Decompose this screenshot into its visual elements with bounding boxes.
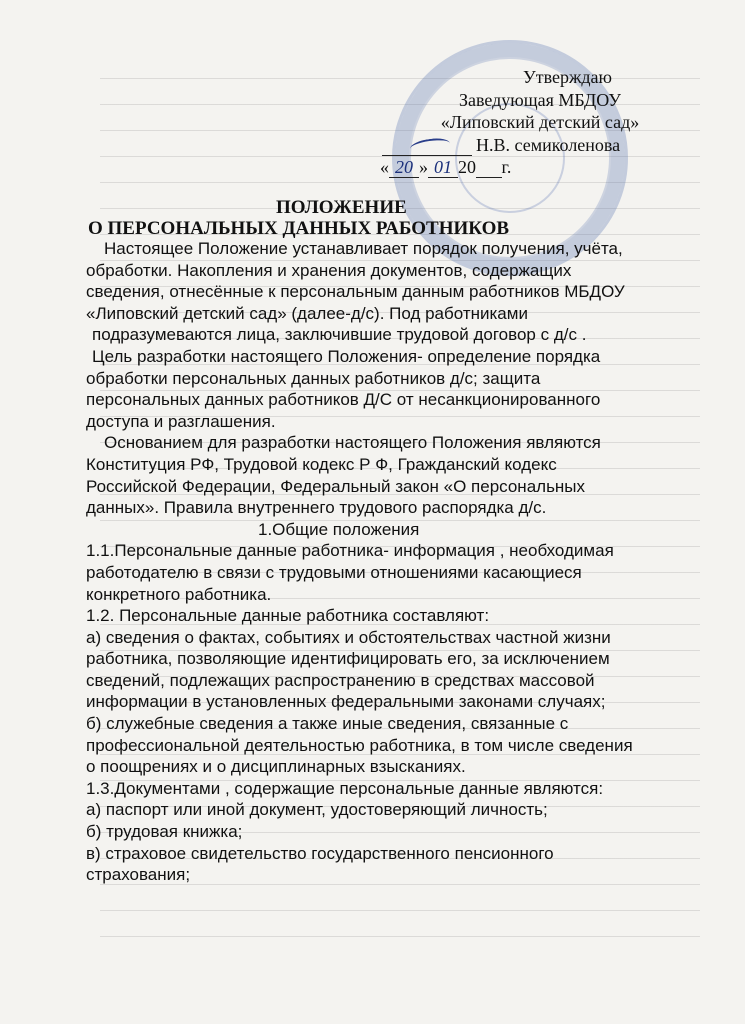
body-line: «Липовский детский сад» (далее-д/с). Под работниками bbox=[86, 303, 528, 323]
title-line-2: О ПЕРСОНАЛЬНЫХ ДАННЫХ РАБОТНИКОВ bbox=[88, 218, 510, 239]
body-line: а) паспорт или иной документ, удостоверяющий личность; bbox=[86, 800, 548, 820]
body-line: сведений, подлежащих распространению в средствах массовой bbox=[86, 670, 595, 690]
title-line-1: ПОЛОЖЕНИЕ bbox=[276, 197, 407, 218]
body-line: работника, позволяющие идентифицировать его, за исключением bbox=[86, 649, 610, 669]
body-line: Цель разработки настоящего Положения- определение порядка bbox=[92, 346, 601, 366]
body-line: Конституция РФ, Трудовой кодекс Р Ф, Гражданский кодекс bbox=[86, 454, 557, 474]
body-line: обработки. Накопления и хранения документов, содержащих bbox=[86, 260, 572, 280]
body-line: сведения, отнесённые к персональным данным работников МБДОУ bbox=[86, 282, 625, 302]
body-line: 1.3.Документами , содержащие персональные данные являются: bbox=[86, 778, 604, 798]
body-line: 1.1.Персональные данные работника- информация , необходимая bbox=[86, 541, 614, 561]
body-line: в) страховое свидетельство государственного пенсионного bbox=[86, 843, 554, 863]
body-line: информации в установленных федеральными законами случаях; bbox=[86, 692, 606, 712]
body-line: страхования; bbox=[86, 865, 191, 885]
body-line: Российской Федерации, Федеральный закон «О персональных bbox=[86, 476, 586, 496]
body-line: б) трудовая книжка; bbox=[86, 822, 243, 842]
body-line: подразумеваются лица, заключившие трудовой договор с д/с . bbox=[92, 325, 587, 345]
date-year bbox=[476, 157, 502, 178]
body-line: доступа и разглашения. bbox=[86, 411, 276, 431]
body-line: о поощрениях и о дисциплинарных взысканиях. bbox=[86, 757, 466, 777]
body-line: профессиональной деятельностью работника, в том числе сведения bbox=[86, 735, 633, 755]
handwritten-signature bbox=[382, 137, 472, 156]
date-month: 01 bbox=[428, 157, 458, 178]
body-line: персональных данных работников Д/С от несанкционированного bbox=[86, 390, 601, 410]
body-line: а) сведения о фактах, событиях и обстоятельствах частной жизни bbox=[86, 627, 611, 647]
approval-signer: Н.В. семиколенова bbox=[476, 134, 621, 155]
body-line: данных». Правила внутреннего трудового распорядка д/с. bbox=[86, 498, 547, 518]
body-line: конкретного работника. bbox=[86, 584, 272, 604]
document-body bbox=[86, 238, 686, 886]
body-line: 1.2. Персональные данные работника составляют: bbox=[86, 606, 490, 626]
body-line: б) служебные сведения а также иные сведения, связанные с bbox=[86, 714, 569, 734]
body-line: обработки персональных данных работников д/с; защита bbox=[86, 368, 541, 388]
document-title bbox=[88, 197, 688, 239]
body-line: Настоящее Положение устанавливает порядок получения, учёта, bbox=[104, 239, 623, 258]
body-line: работодателю в связи с трудовыми отношениями касающиеся bbox=[86, 562, 582, 582]
date-year-suffix: г. bbox=[501, 157, 512, 177]
approval-block bbox=[380, 66, 700, 179]
date-day: 20 bbox=[389, 157, 419, 178]
body-line: Основанием для разработки настоящего Положения являются bbox=[104, 433, 601, 453]
date-year-prefix: 20 bbox=[458, 157, 476, 177]
approval-heading: Утверждаю bbox=[522, 67, 612, 87]
approval-signature-line bbox=[380, 134, 700, 157]
section-heading: 1.Общие положения bbox=[258, 519, 420, 539]
approval-organization: «Липовский детский сад» bbox=[440, 112, 640, 132]
approval-date: « 20 » 01 20 г. bbox=[380, 157, 512, 177]
approval-position: Заведующая МБДОУ bbox=[458, 89, 622, 110]
